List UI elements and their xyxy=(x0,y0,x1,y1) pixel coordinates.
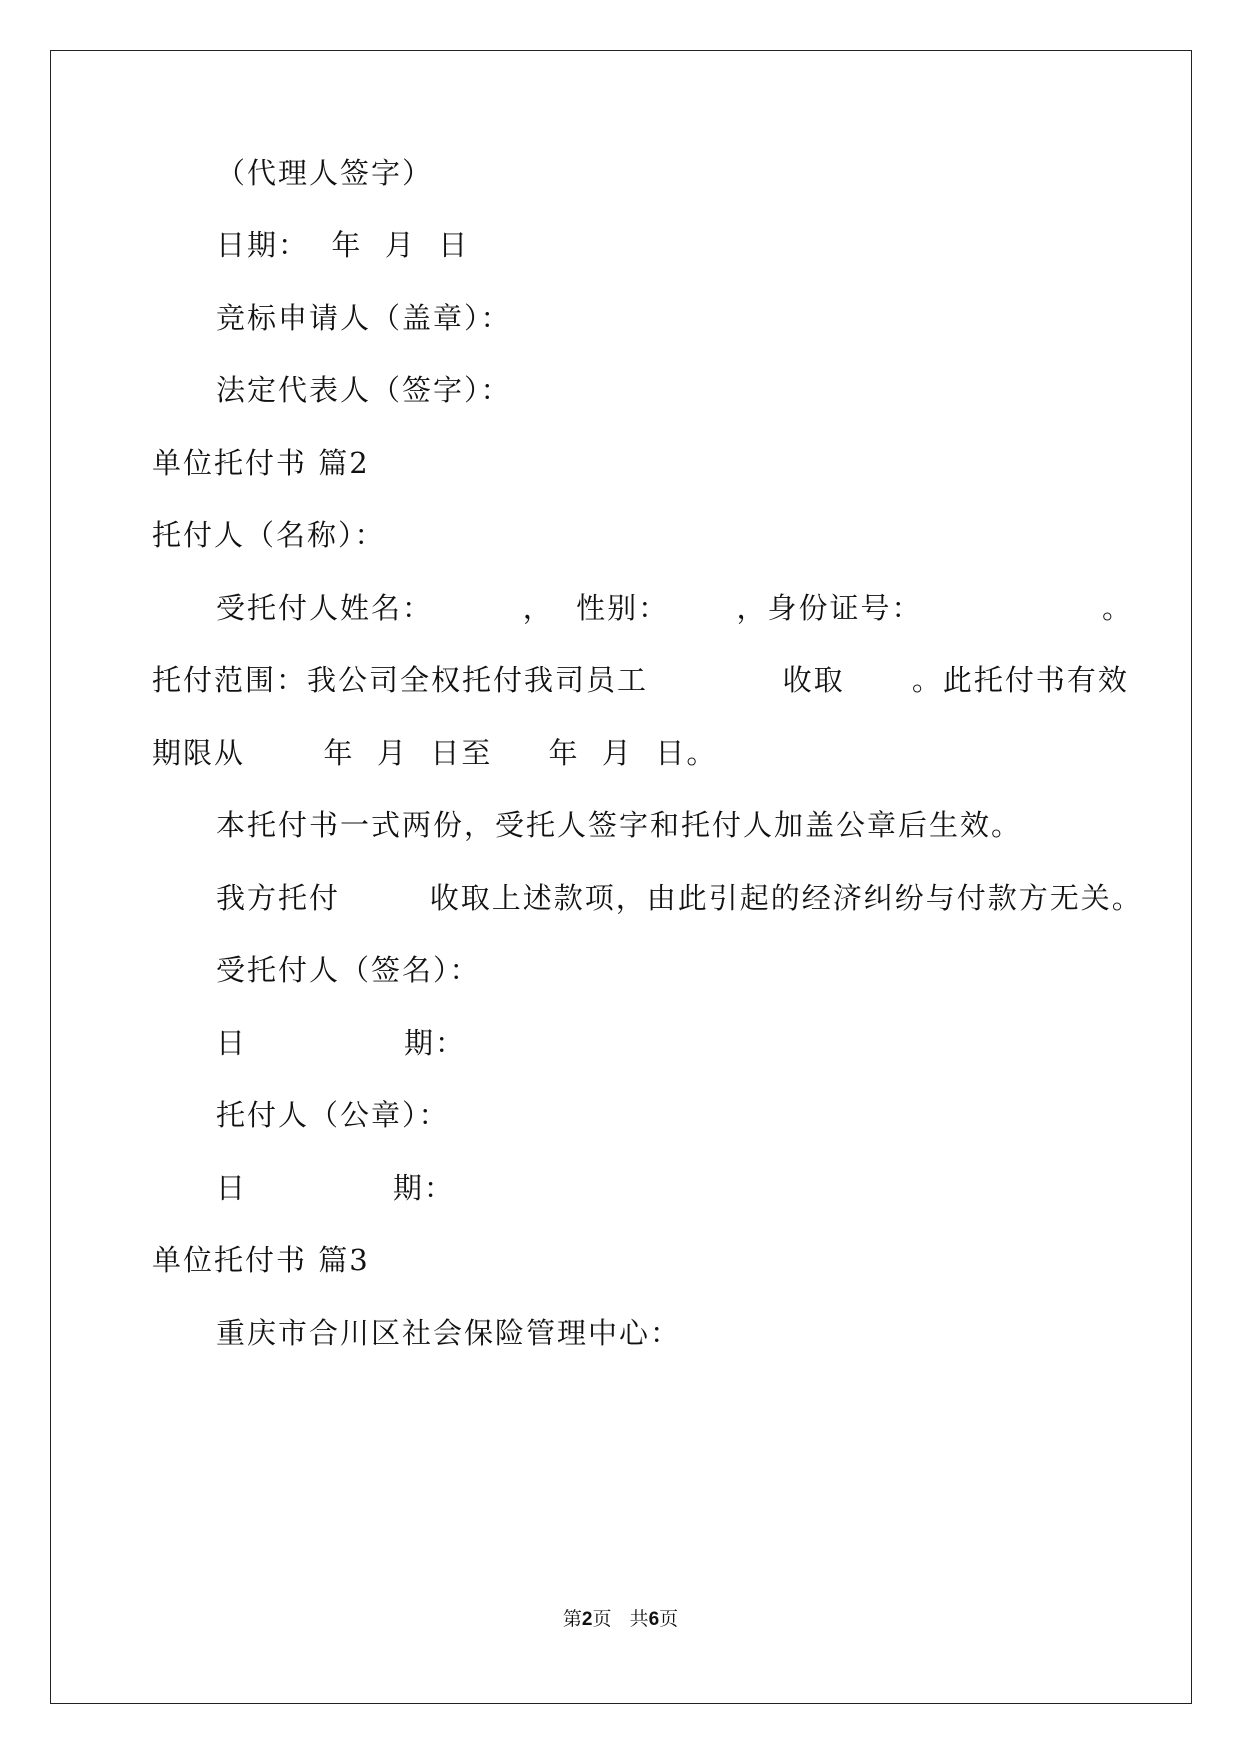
principal-date-field: 日 期： xyxy=(216,1171,455,1205)
page-border xyxy=(50,50,1192,1704)
principal-seal-field: 托付人（公章）： xyxy=(216,1098,450,1132)
validity-period-line: 期限从 年 月 日至 年 月 日。 xyxy=(152,736,718,770)
footer-suffix: 页 xyxy=(659,1608,679,1630)
total-page-number: 6 xyxy=(648,1609,660,1630)
section-heading-2: 单位托付书 篇2 xyxy=(152,446,370,480)
bidder-seal-line: 竞标申请人（盖章）： xyxy=(216,301,512,335)
footer-prefix: 第 xyxy=(562,1608,582,1630)
liability-clause-line: 我方托付 收取上述款项，由此引起的经济纠纷与付款方无关。 xyxy=(216,881,1143,915)
section-heading-3: 单位托付书 篇3 xyxy=(152,1243,370,1277)
current-page-number: 2 xyxy=(581,1609,593,1630)
agent-date-field: 日 期： xyxy=(216,1026,467,1060)
agent-signature-line: （代理人签字） xyxy=(216,156,434,190)
principal-name-line: 托付人（名称）： xyxy=(152,518,386,552)
authorization-scope-line: 托付范围：我公司全权托付我司员工 收取 。此托付书有效 xyxy=(152,663,1129,697)
agent-signature-field: 受托付人（签名）： xyxy=(216,953,481,987)
footer-mid: 页 共 xyxy=(592,1608,649,1630)
addressee-line: 重庆市合川区社会保险管理中心： xyxy=(216,1316,682,1350)
legal-representative-line: 法定代表人（签字）： xyxy=(216,373,512,407)
agent-info-line: 受托付人姓名： ， 性别： ，身份证号： 。 xyxy=(216,591,1133,625)
copies-clause-line: 本托付书一式两份，受托人签字和托付人加盖公章后生效。 xyxy=(216,808,1023,842)
date-line: 日期： 年 月 日 xyxy=(216,228,470,262)
page-footer xyxy=(0,1607,1241,1632)
